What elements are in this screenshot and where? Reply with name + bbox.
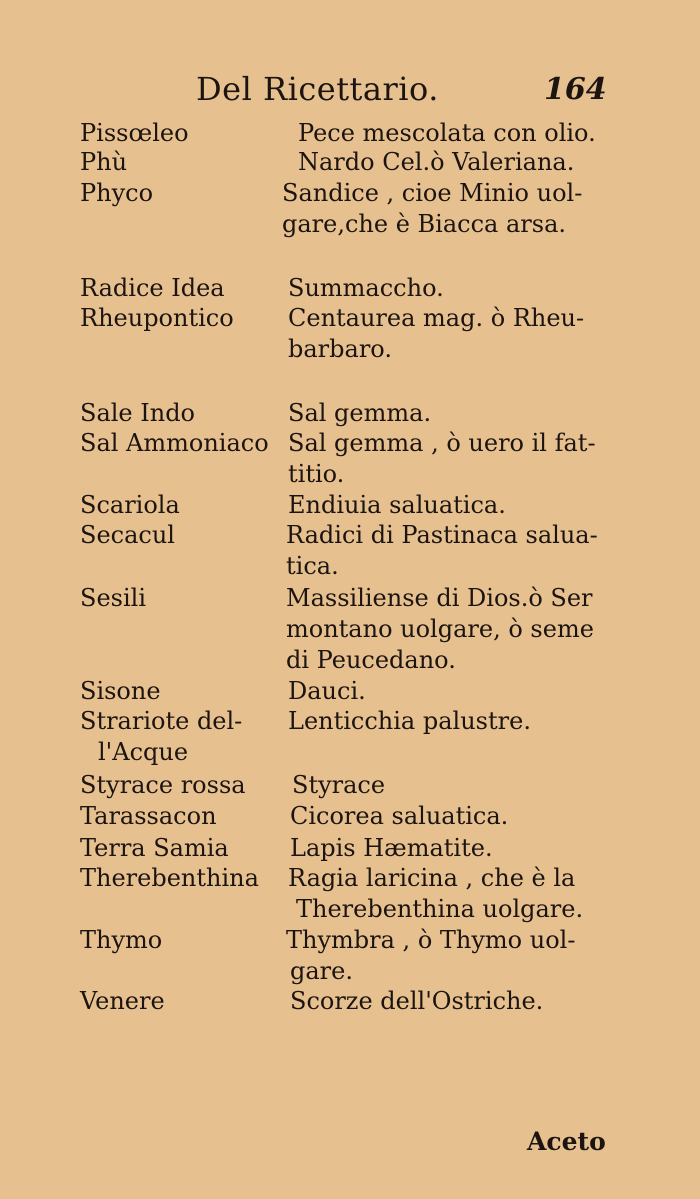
entry-definition: Sal gemma.: [288, 399, 432, 427]
catchword: Aceto: [527, 1127, 606, 1156]
entry-definition-cont: gare,che è Biacca arsa.: [282, 210, 567, 238]
entry-definition: Cicorea saluatica.: [290, 802, 509, 830]
entry-definition: Scorze dell'Ostriche.: [290, 987, 544, 1015]
entry-term: Secacul: [80, 521, 175, 549]
entry-term-cont: l'Acque: [98, 738, 189, 766]
entry-definition: Massiliense di Dios.ò Ser: [286, 584, 593, 612]
entry-definition: Centaurea mag. ò Rheu-: [288, 304, 585, 332]
entry-term: Sisone: [80, 677, 161, 705]
entry-term: Sale Indo: [80, 399, 196, 427]
entry-term: Sal Ammoniaco: [80, 429, 269, 457]
entry-definition-cont: barbaro.: [288, 335, 392, 363]
entry-definition: Summaccho.: [288, 274, 444, 302]
entry-definition: Thymbra , ò Thymo uol-: [286, 926, 576, 954]
entry-term: Strariote del-: [80, 707, 243, 735]
entry-term: Sesili: [80, 584, 146, 612]
entry-definition-cont: tica.: [286, 552, 339, 580]
running-head: Del Ricettario.: [196, 70, 439, 108]
entry-term: Styrace rossa: [80, 771, 246, 799]
entry-definition-cont: Therebenthina uolgare.: [296, 895, 584, 923]
entry-definition: Ragia laricina , che è la: [288, 864, 576, 892]
entry-term: Phyco: [80, 179, 154, 207]
entry-term: Scariola: [80, 491, 180, 519]
entry-definition-cont: titio.: [288, 460, 345, 488]
entry-definition: Lapis Hæmatite.: [290, 834, 493, 862]
entry-definition-cont: di Peucedano.: [286, 646, 456, 674]
entry-definition-cont: gare.: [290, 957, 353, 985]
page-number: 164: [544, 72, 607, 107]
entry-term: Thymo: [80, 926, 163, 954]
entry-definition: Pece mescolata con olio.: [298, 119, 596, 147]
entry-definition-cont: montano uolgare, ò seme: [286, 615, 594, 643]
entry-definition: Lenticchia palustre.: [288, 707, 531, 735]
entry-definition: Sandice , cioe Minio uol-: [282, 179, 583, 207]
entry-term: Therebenthina: [80, 864, 259, 892]
entry-term: Terra Samia: [80, 834, 229, 862]
entry-term: Tarassacon: [80, 802, 217, 830]
entry-definition: Radici di Pastinaca salua-: [286, 521, 598, 549]
entry-definition: Styrace: [292, 771, 386, 799]
entry-definition: Endiuia saluatica.: [288, 491, 506, 519]
entry-term: Pissœleo: [80, 119, 189, 147]
entry-definition: Dauci.: [288, 677, 366, 705]
entry-definition: Sal gemma , ò uero il fat-: [288, 429, 596, 457]
entry-term: Venere: [80, 987, 165, 1015]
entry-term: Phù: [80, 148, 128, 176]
entry-definition: Nardo Cel.ò Valeriana.: [298, 148, 575, 176]
entry-term: Radice Idea: [80, 274, 225, 302]
entry-term: Rheupontico: [80, 304, 234, 332]
